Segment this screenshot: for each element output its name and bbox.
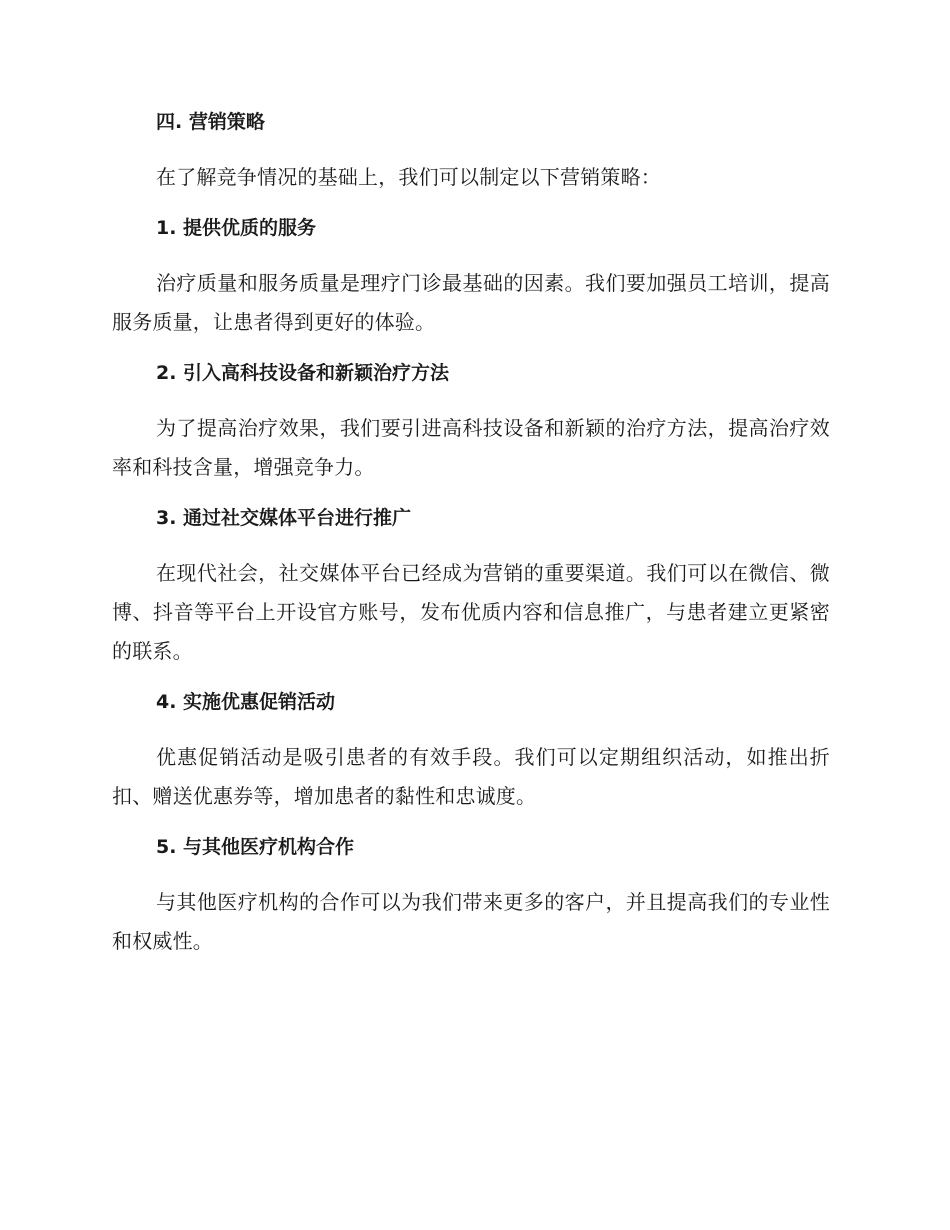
item-body-4: 优惠促销活动是吸引患者的有效手段。我们可以定期组织活动，如推出折扣、赠送优惠券等，增加患者的黏性和忠诚度。 <box>112 745 830 808</box>
item-heading-2: 2. 引入高科技设备和新颖治疗方法 <box>156 362 450 384</box>
intro-paragraph: 在了解竞争情况的基础上，我们可以制定以下营销策略： <box>156 165 661 189</box>
item-body-2: 为了提高治疗效果，我们要引进高科技设备和新颖的治疗方法，提高治疗效率和科技含量，增强竞争力。 <box>112 416 830 479</box>
item-body-1: 治疗质量和服务质量是理疗门诊最基础的因素。我们要加强员工培训，提高服务质量，让患者得到更好的体验。 <box>112 271 830 334</box>
item-heading-3: 3. 通过社交媒体平台进行推广 <box>156 507 412 529</box>
item-heading-1: 1. 提供优质的服务 <box>156 217 317 239</box>
section-title: 四. 营销策略 <box>156 111 265 133</box>
item-heading-5: 5. 与其他医疗机构合作 <box>156 836 355 858</box>
item-heading-4: 4. 实施优惠促销活动 <box>156 691 336 713</box>
item-body-3: 在现代社会，社交媒体平台已经成为营销的重要渠道。我们可以在微信、微博、抖音等平台上开设官方账号，发布优质内容和信息推广，与患者建立更紧密的联系。 <box>112 561 830 663</box>
document-page <box>112 106 830 961</box>
item-body-5: 与其他医疗机构的合作可以为我们带来更多的客户，并且提高我们的专业性和权威性。 <box>112 890 830 953</box>
